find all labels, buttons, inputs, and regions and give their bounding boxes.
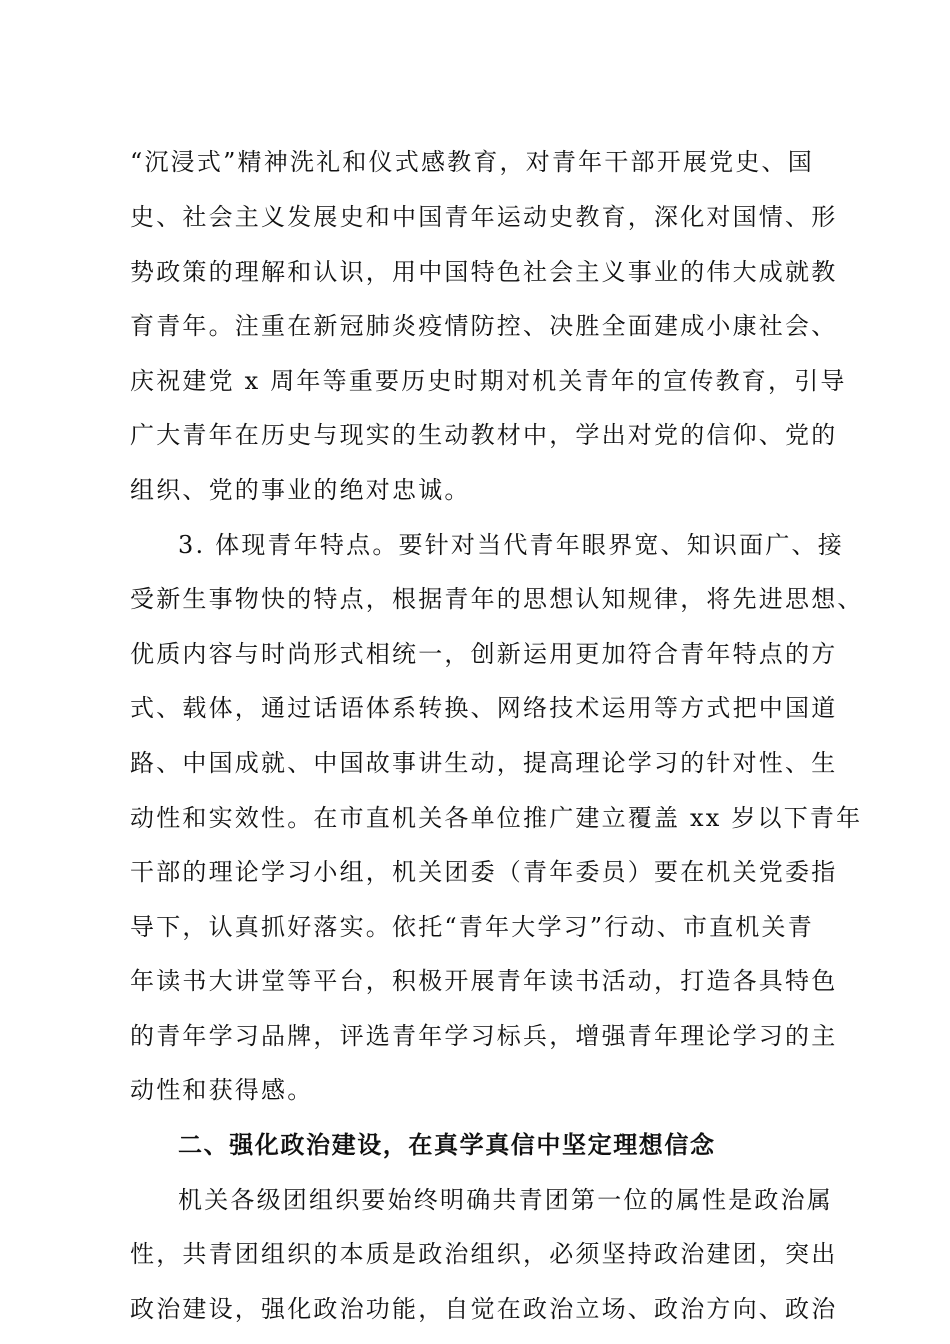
paragraph-line: 政治建设，强化政治功能，自觉在政治立场、政治方向、政治 [130,1295,838,1323]
paragraph-line: 史、社会主义发展史和中国青年运动史教育，深化对国情、形 [130,203,838,231]
paragraph-line: 组织、党的事业的绝对忠诚。 [130,476,471,504]
paragraph-line: “沉浸式”精神洗礼和仪式感教育，对青年干部开展党史、国 [130,148,814,176]
paragraph-line: 式、载体，通过话语体系转换、网络技术运用等方式把中国道 [130,694,838,722]
paragraph-line: 受新生事物快的特点，根据青年的思想认知规律，将先进思想、 [130,585,864,613]
paragraph-line: 动性和实效性。在市直机关各单位推广建立覆盖 xx 岁以下青年 [130,804,863,832]
paragraph-line: 机关各级团组织要始终明确共青团第一位的属性是政治属 [178,1186,833,1214]
paragraph-line: 动性和获得感。 [130,1076,314,1104]
paragraph-line: 年读书大讲堂等平台，积极开展青年读书活动，打造各具特色 [130,967,838,995]
paragraph-line: 导下，认真抓好落实。依托“青年大学习”行动、市直机关青 [130,913,814,941]
section-heading: 二、强化政治建设，在真学真信中坚定理想信念 [178,1131,716,1159]
paragraph-line: 庆祝建党 x 周年等重要历史时期对机关青年的宣传教育，引导 [130,367,847,395]
paragraph-line: 势政策的理解和认识，用中国特色社会主义事业的伟大成就教 [130,258,838,286]
paragraph-line: 性，共青团组织的本质是政治组织，必须坚持政治建团，突出 [130,1240,838,1268]
paragraph-line: 优质内容与时尚形式相统一，创新运用更加符合青年特点的方 [130,640,838,668]
paragraph-line: 的青年学习品牌，评选青年学习标兵，增强青年理论学习的主 [130,1022,838,1050]
paragraph-line: 干部的理论学习小组，机关团委（青年委员）要在机关党委指 [130,858,838,886]
paragraph-line: 育青年。注重在新冠肺炎疫情防控、决胜全面建成小康社会、 [130,312,838,340]
paragraph-line: 3. 体现青年特点。要针对当代青年眼界宽、知识面广、接 [178,531,844,559]
paragraph-line: 路、中国成就、中国故事讲生动，提高理论学习的针对性、生 [130,749,838,777]
paragraph-line: 广大青年在历史与现实的生动教材中，学出对党的信仰、党的 [130,421,838,449]
